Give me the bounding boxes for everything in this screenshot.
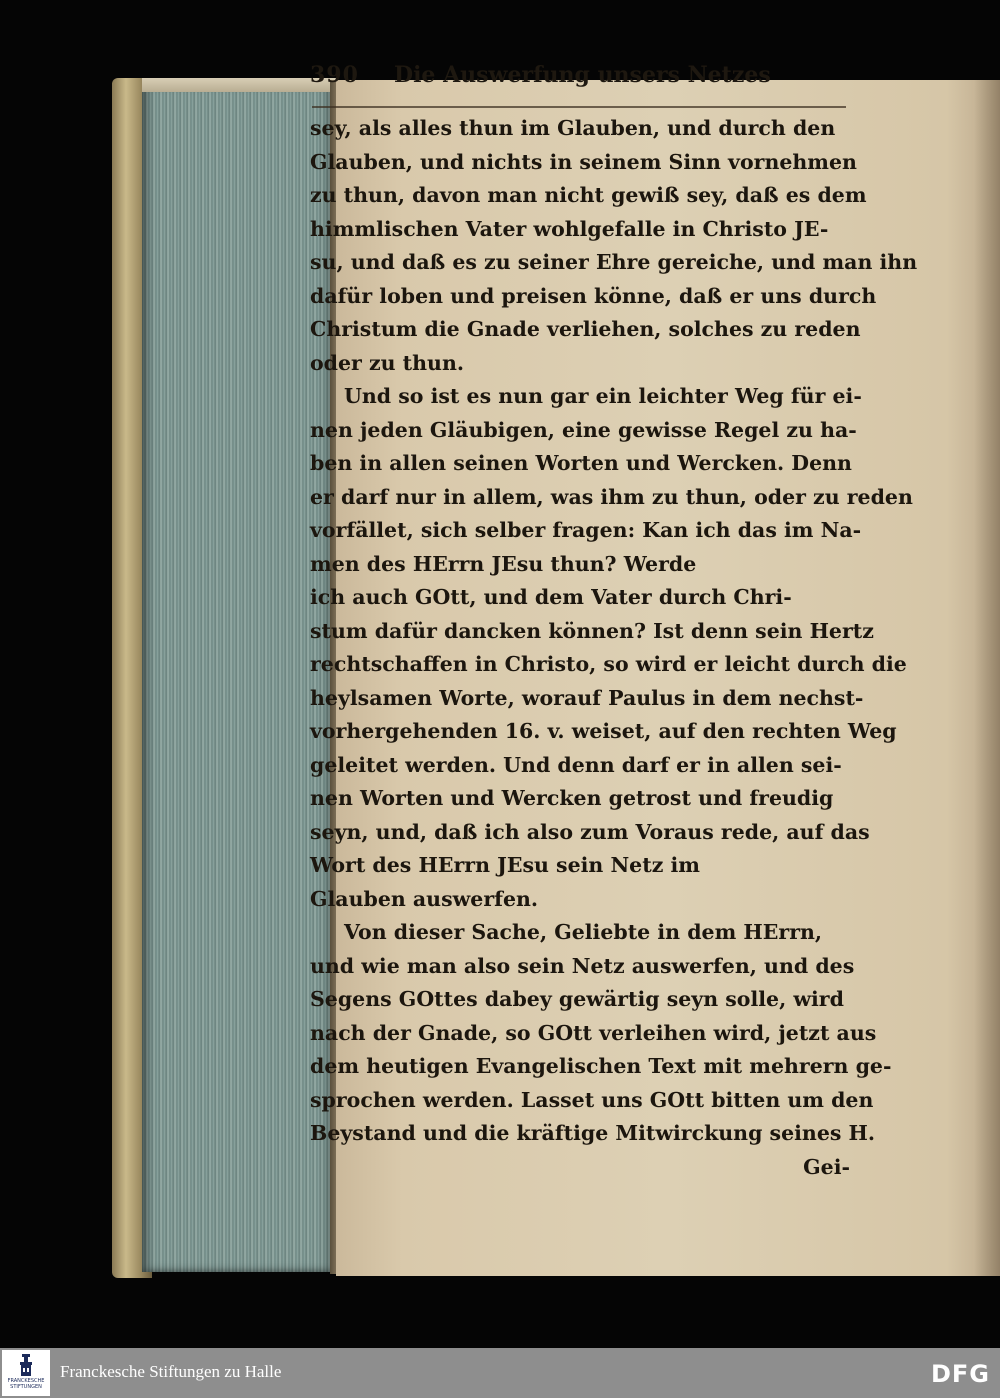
building-emblem-icon	[19, 1354, 33, 1376]
text-line: men des HErrn JEsu thun? Werde	[310, 551, 697, 576]
institution-logo[interactable]	[2, 1350, 50, 1396]
text-line: nen jeden Gläubigen, eine gewisse Regel zu ha-	[310, 417, 857, 442]
text-line: oder zu thun.	[310, 350, 464, 375]
catchword: Gei-	[803, 1154, 850, 1179]
text-line: sprochen werden. Lasset uns GOtt bitten um den	[310, 1087, 874, 1112]
text-line: Und so ist es nun gar ein leichter Weg für ei-	[344, 384, 862, 408]
text-line: stum dafür dancken können? Ist denn sein Hertz	[310, 618, 874, 643]
text-line: ben in allen seinen Worten und Wercken. Denn	[310, 451, 852, 475]
text-line: Glauben, und nichts in seinem Sinn vornehmen	[310, 149, 857, 174]
viewer-footer	[0, 1348, 1000, 1398]
text-line: rechtschaffen in Christo, so wird er leicht durch die	[310, 652, 907, 676]
logo-text-2: STIFTUNGEN	[10, 1384, 42, 1390]
text-line: dafür loben und preisen könne, daß er uns durch	[310, 283, 877, 308]
text-line: geleitet werden. Und denn darf er in allen sei-	[310, 752, 842, 777]
text-line: Glauben auswerfen.	[310, 886, 539, 911]
page-header	[310, 62, 850, 104]
text-line: himmlischen Vater wohlgefalle in Christo JE-	[310, 216, 829, 241]
text-line: su, und daß es zu seiner Ehre gereiche, und man ihn	[310, 250, 918, 274]
page-stack-top	[142, 78, 336, 92]
text-line: Wort des HErrn JEsu sein Netz im	[310, 853, 700, 877]
text-line: er darf nur in allem, was ihm zu thun, oder zu reden	[310, 484, 913, 509]
text-line: Beystand und die kräftige Mitwirckung seines H.	[310, 1121, 876, 1145]
page-stack-edge	[142, 84, 334, 1272]
logo-caption	[4, 1378, 48, 1390]
page-number: 390	[310, 62, 359, 88]
text-line: nen Worten und Wercken getrost und freudig	[310, 786, 834, 810]
header-rule	[312, 106, 846, 108]
text-line: Christum die Gnade verliehen, solches zu reden	[310, 317, 861, 341]
text-line: vorhergehenden 16. v. weiset, auf den rechten Weg	[310, 719, 897, 743]
logo-text-1: FRANCKESCHE	[7, 1378, 45, 1384]
text-line: und wie man also sein Netz auswerfen, und des	[310, 953, 855, 978]
text-line: Segens GOttes dabey gewärtig seyn solle, wird	[310, 987, 844, 1011]
text-line: Von dieser Sache, Geliebte in dem HErrn,	[344, 920, 823, 944]
text-line: zu thun, davon man nicht gewiß sey, daß es dem	[310, 183, 867, 207]
text-line: dem heutigen Evangelischen Text mit mehrern ge-	[310, 1054, 892, 1078]
body-text	[310, 112, 918, 1184]
page-curl-shadow	[974, 80, 1000, 1276]
text-line: vorfället, sich selber fragen: Kan ich das im Na-	[310, 518, 862, 542]
text-line: nach der Gnade, so GOtt verleihen wird, jetzt aus	[310, 1020, 877, 1045]
text-line: heylsamen Worte, worauf Paulus in dem nechst-	[310, 685, 864, 710]
text-line: sey, als alles thun im Glauben, und durch den	[310, 116, 836, 140]
running-head: Die Auswerfung unsers Netzes	[394, 62, 771, 88]
text-line: seyn, und, daß ich also zum Voraus rede, auf das	[310, 819, 870, 844]
text-line: ich auch GOtt, und dem Vater durch Chri-	[310, 585, 792, 609]
dfg-logo[interactable]: DFG	[930, 1360, 990, 1388]
institution-name[interactable]: Franckesche Stiftungen zu Halle	[60, 1362, 282, 1381]
